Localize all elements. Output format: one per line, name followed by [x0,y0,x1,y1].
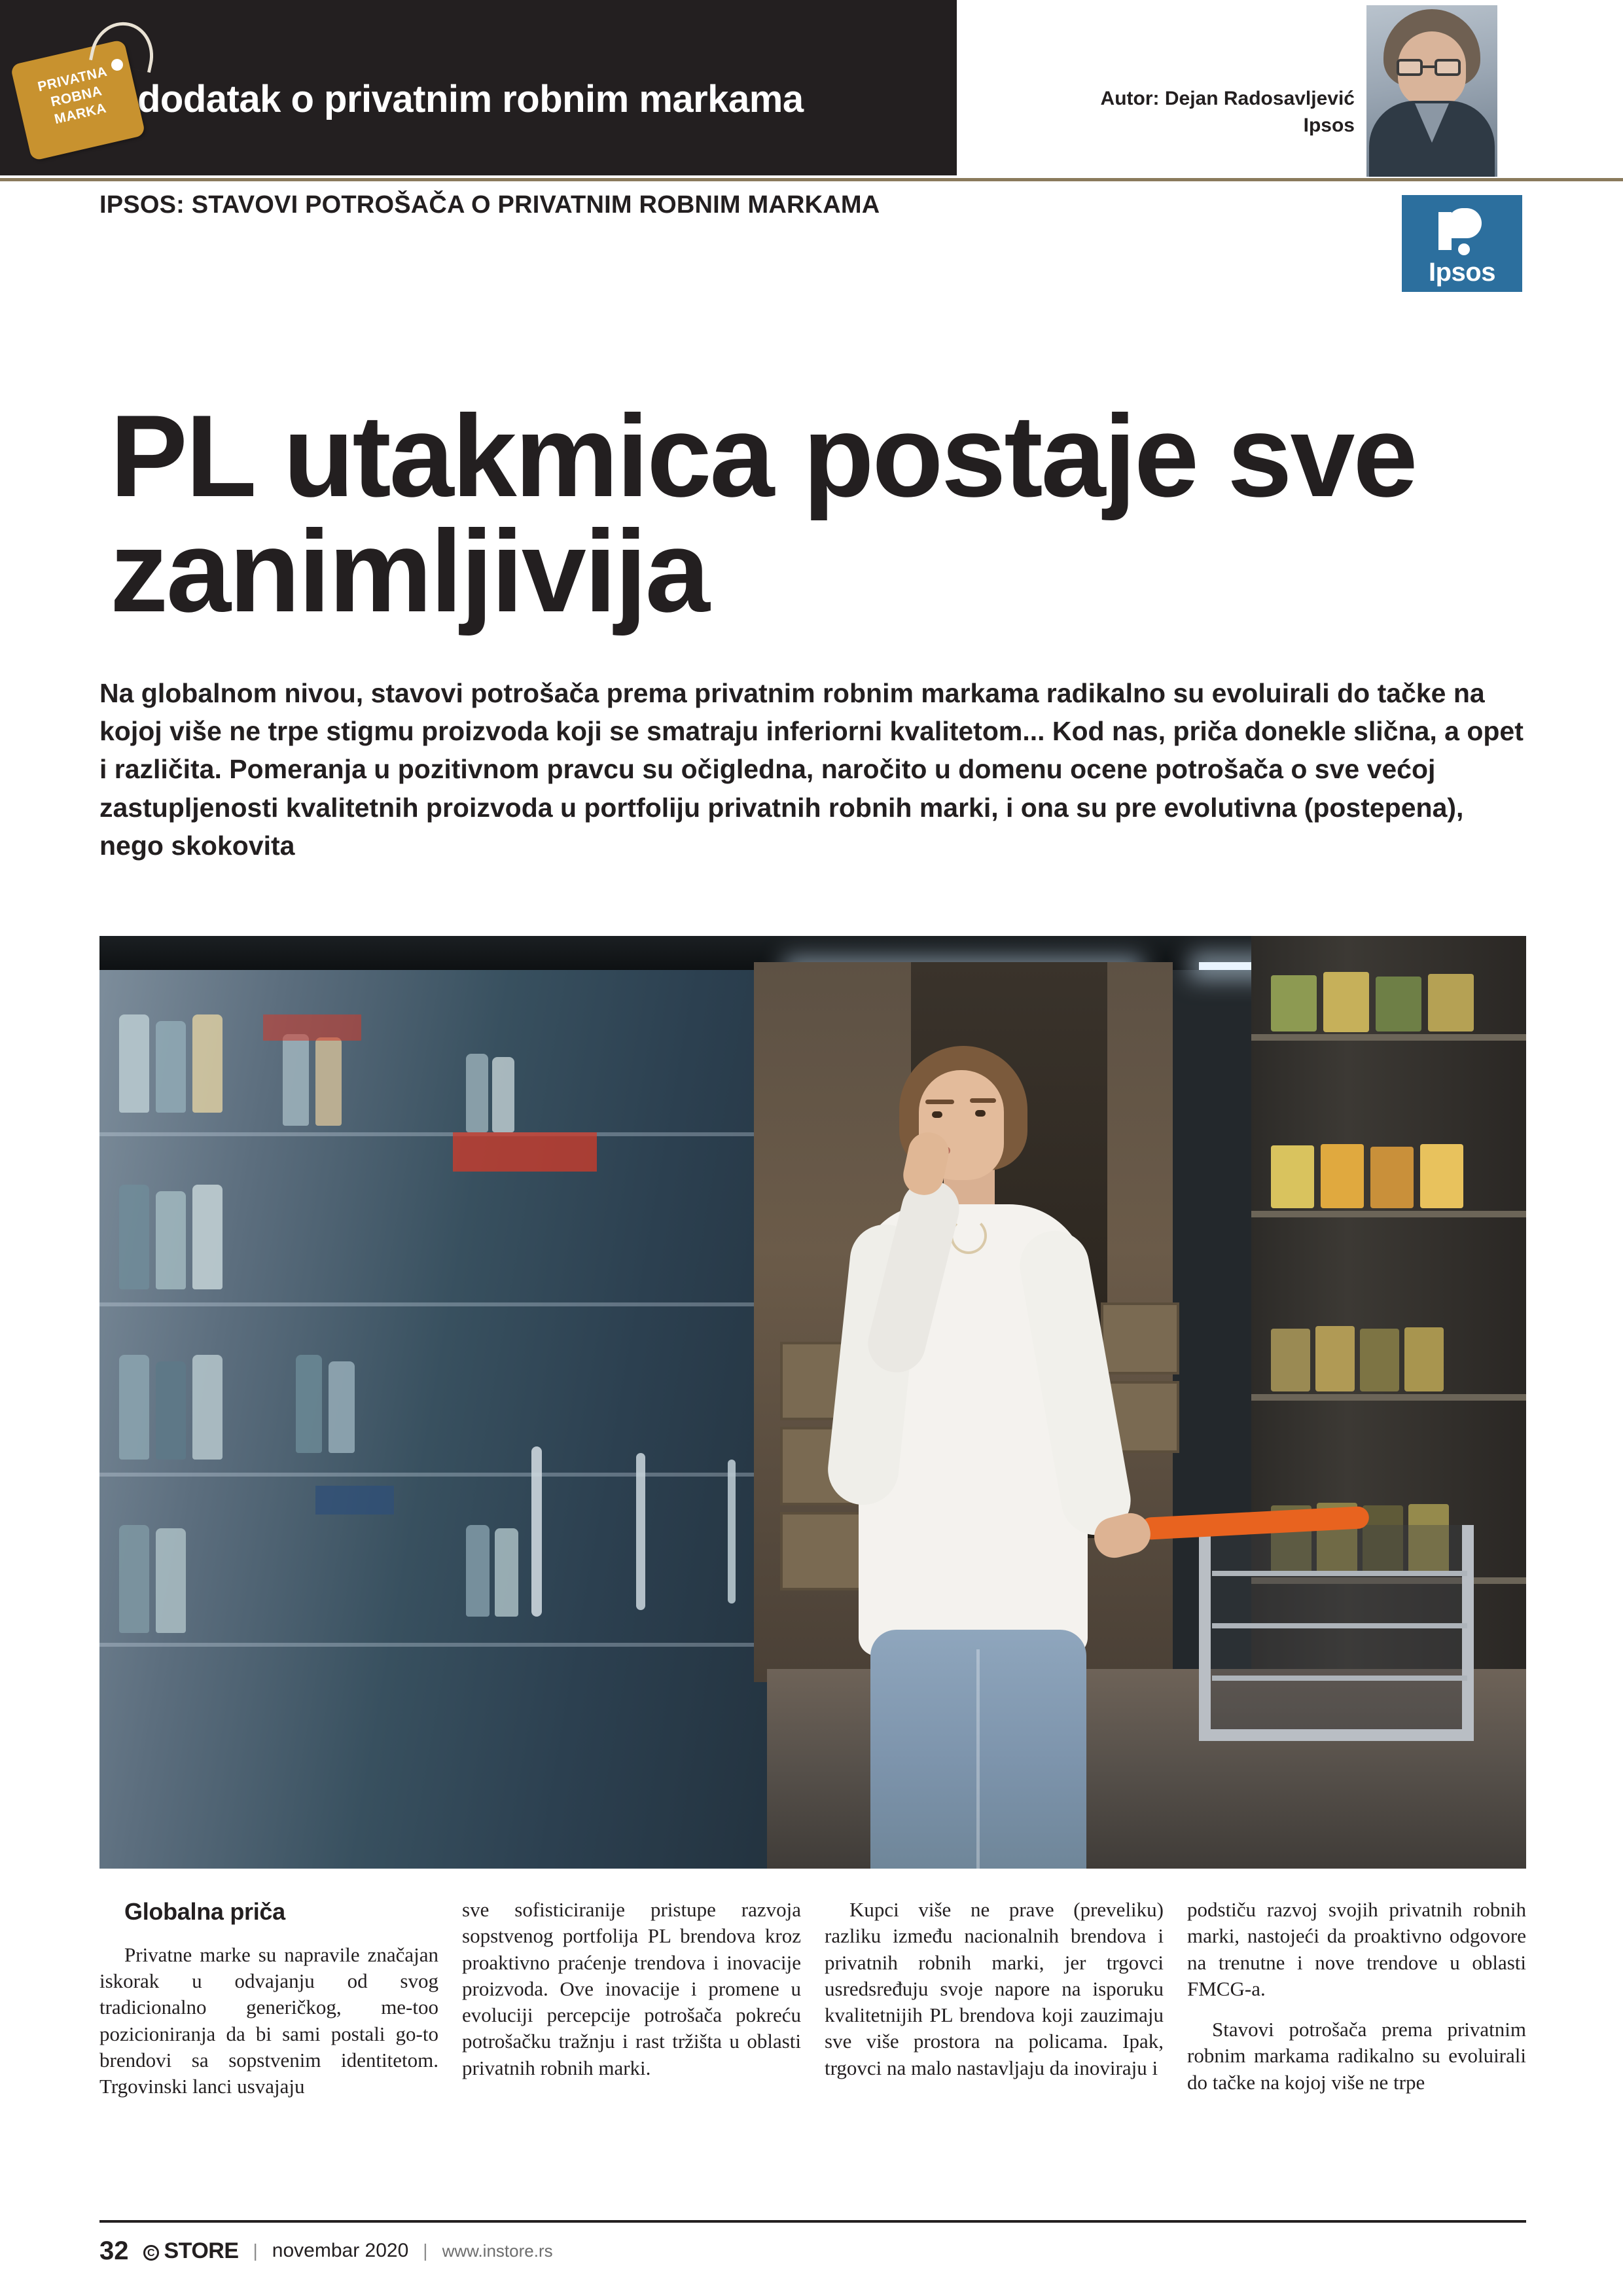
photo-bottle [119,1185,149,1289]
photo-product [1370,1147,1414,1208]
photo-product [1323,972,1369,1032]
photo-product [1271,1145,1314,1208]
masthead-topbar [0,0,1623,182]
photo-cart-bar [1212,1623,1467,1628]
author-name: Autor: Dejan Radosavljević [1100,88,1355,109]
author-organization: Ipsos [1303,115,1355,137]
photo-bottle [192,1185,223,1289]
photo-product [1315,1326,1355,1391]
page-number: 32 [99,2236,129,2265]
photo-product [1271,975,1317,1031]
price-tag-graphic [14,20,149,157]
ipsos-mark-blob [1448,208,1482,238]
page-footer [99,2228,1526,2274]
footer-separator-1: | [253,2240,258,2261]
footer-separator-2: | [423,2240,428,2261]
portrait-glasses-right [1435,59,1461,76]
photo-bottle [119,1525,149,1633]
photo-product [1321,1144,1364,1208]
photo-promo-sign [315,1486,394,1515]
photo-bottle [192,1014,223,1113]
ipsos-logo [1402,195,1522,292]
photo-product [1376,977,1421,1031]
photo-cart-bar [1212,1571,1467,1576]
article-photo [99,936,1526,1869]
standfirst-text: Na globalnom nivou, stavovi potrošača prema privatnim robnim markama radikalno su evoluirali do tačke na kojoj više ne trpe stigmu proizvoda koji se smatraju inferiorni kvalitetom... Kod nas, priča donekle slična, a opet i različita. Pomeranja u pozitivnom pravcu su očigledna, naročito u domenu ocene potrošača o sve većoj zastupljenosti kvalitetnih proizvoda u portfoliju privatnih robnih marki, i ona su pre evolutivna (postepena), nego skokovita [99,678,1524,861]
photo-product [1404,1327,1444,1391]
author-block [969,85,1355,139]
photo-person-eye [932,1111,942,1118]
column-4 [1187,1897,1526,2204]
photo-bottle [283,1034,309,1126]
column-paragraph: Kupci više ne prave (preveliku) razliku između nacionalnih brendova i privatnih robnih marki, jer trgovci usredsređuju svoje napore na isporuku kvalitetnijih PL brendova koji zauzimaju sve više prostora na policama. Ipak, trgovci na malo nastavljaju da inoviraju i [825,1898,1164,2079]
ipsos-mark-dot [1458,243,1470,255]
photo-shelf [1251,1211,1526,1217]
author-portrait [1366,5,1497,177]
portrait-glasses-bridge [1423,65,1435,68]
photo-bottle [192,1355,223,1460]
footer-divider [99,2220,1526,2223]
photo-person-eye [975,1110,986,1117]
photo-cart-basket [1199,1525,1474,1741]
column-paragraph: podstiču razvoj svojih privatnih robnih marki, nastojeći da proaktivno odgovore na trenutne i nove trendove u oblasti FMCG-a. [1187,1898,1526,2000]
photo-product [1360,1329,1399,1391]
photo-bottle [466,1054,488,1132]
photo-bottle [492,1057,514,1132]
page-title: PL utakmica postaje sve zanimljivija [110,391,1416,637]
column-paragraph: Stavovi potrošača prema privatnim robnim markama radikalno su evoluirali do tačke na kojoj više ne trpe [1187,2018,1526,2094]
photo-fridge-shelf [99,1302,806,1306]
photo-crate [1101,1302,1179,1374]
column-3 [825,1897,1164,2204]
photo-person-jeans-seam [976,1649,980,1869]
column-1 [99,1897,438,2204]
issue-date: novembar 2020 [272,2240,409,2261]
photo-promo-sign [453,1132,597,1172]
brand-name: STORE [164,2238,239,2263]
photo-shelf [1251,1394,1526,1401]
photo-fridge-shelf [99,1473,806,1477]
column-paragraph: Privatne marke su napravile značajan iskorak u odvajanju od svog tradicionalno generičkog, me-too pozicioniranja da bi sami postali go-to brendovi sa sopstvenim identitetom. Trgovinski lanci usvajaju [99,1943,438,2098]
photo-bottle [156,1528,186,1633]
ipsos-logo-word: Ipsos [1429,258,1495,287]
photo-bottle [296,1355,322,1453]
photo-bottle [156,1021,186,1113]
photo-product [1428,974,1474,1031]
article-body-columns [99,1897,1526,2204]
photo-product [1271,1329,1310,1391]
column-heading: Globalna priča [124,1898,285,1925]
photo-bottle [466,1525,490,1617]
photo-person-eyebrow [925,1100,954,1104]
photo-fridge-handle [531,1446,542,1617]
photo-bottle [119,1355,149,1460]
copyright-icon: C [143,2245,159,2261]
column-2 [462,1897,801,2204]
photo-shelf [1251,1034,1526,1041]
photo-fridge-handle [636,1453,645,1610]
photo-fridge-handle [728,1460,736,1604]
photo-promo-sign [263,1014,361,1041]
column-paragraph: sve sofisticiranije pristupe razvoja sopstvenog portfolija PL brendova kroz proaktivno praćenje trendova i inovacije proizvoda. Ove inovacije i promene u evoluciji percepcije potrošača pokreću potrošačku tražnju i rast tržišta u oblasti privatnih robnih marki. [462,1898,801,2079]
photo-person-eyebrow [970,1098,996,1103]
photo-fridge-shelf [99,1643,806,1647]
photo-bottle [119,1014,149,1113]
section-label: IPSOS: STAVOVI POTROŠAČA O PRIVATNIM ROBNIM MARKAMA [99,191,880,219]
topbar-divider [0,178,1623,181]
photo-bottle [156,1191,186,1289]
photo-cart-bar [1212,1676,1467,1681]
website-url[interactable]: www.instore.rs [442,2240,553,2261]
kicker-text: dodatak o privatnim robnim markama [137,78,804,120]
brand-logo [143,2238,239,2264]
ipsos-mark-icon [1438,206,1484,257]
photo-bottle [495,1528,518,1617]
photo-bottle [329,1361,355,1453]
photo-bottle [156,1361,186,1460]
portrait-glasses-left [1397,59,1423,76]
photo-bottle [315,1037,342,1126]
photo-product [1420,1144,1463,1208]
tag-label: PRIVATNA ROBNA MARKA [36,63,109,127]
